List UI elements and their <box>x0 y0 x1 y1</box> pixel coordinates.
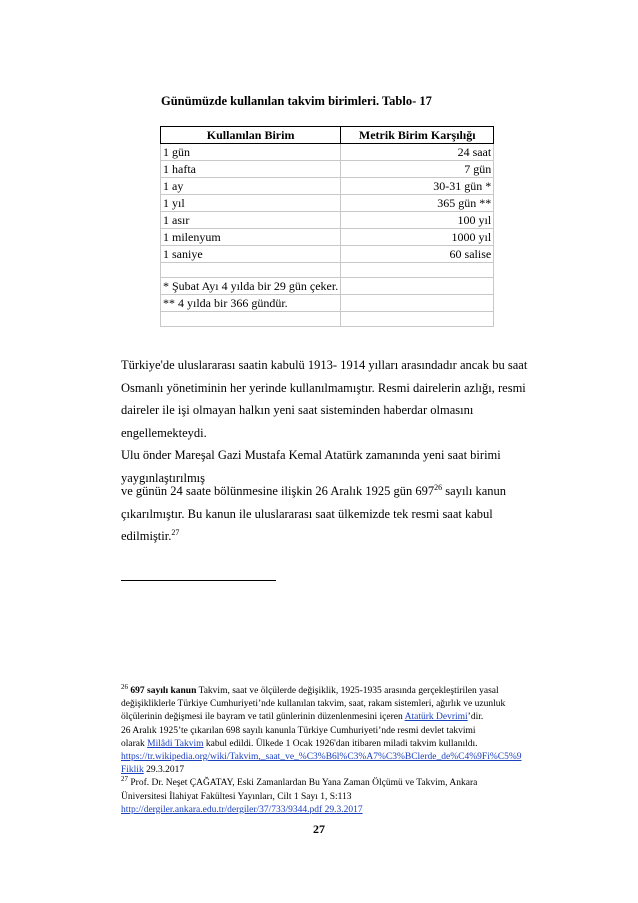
footnote-26-title: 697 sayılı kanun <box>128 686 197 696</box>
footnote-text: Takvim, saat ve ölçülerde değişiklik, 1925-1935 arasında gerçekleştirilen yasal <box>196 686 499 696</box>
footnotes <box>121 682 581 817</box>
paragraph-line: Osmanlı yönetiminin her yerinde kullanılmamıştır. Resmi dairelerin azlığı, resmi <box>121 380 526 395</box>
footnote-text: kabul edildi. Ülkede 1 Ocak 1926'dan itibaren miladi takvim kullanıldı. <box>203 738 478 749</box>
footnote-26-line <box>121 682 581 698</box>
table-row <box>161 229 494 246</box>
table-row <box>161 178 494 195</box>
empty-cell <box>341 263 494 278</box>
paragraph-line: Ulu önder Mareşal Gazi Mustafa Kemal Atatürk zamanında yeni saat birimi <box>121 448 501 462</box>
body-paragraph-1 <box>121 354 541 489</box>
metric-cell: 7 gün <box>341 161 494 178</box>
footnote-ref-27[interactable]: 27 <box>171 527 180 537</box>
footnote-line: Üniversitesi İlahiyat Fakültesi Yayınları, Cilt 1 Sayı 1, S:113 <box>121 791 352 802</box>
metric-cell: 1000 yıl <box>341 229 494 246</box>
footnote-separator <box>121 580 276 581</box>
table-caption: Günümüzde kullanılan takvim birimleri. Tablo- 17 <box>161 94 432 108</box>
header-unit: Kullanılan Birim <box>161 127 341 144</box>
footnote-text: ölçülerinin değişmesi ile bayram ve tatil günlerinin düzenlenmesini içeren <box>121 712 405 723</box>
footnote-text: ’dir. <box>467 712 484 723</box>
paragraph-line: yaygınlaştırılmış <box>121 470 206 485</box>
footnote-line: değişikliklerle Türkiye Cumhuriyeti’nde kullanılan takvim, saat, rakam sistemleri, ağırlık ve uzunluk <box>121 699 506 710</box>
footnote-27-line <box>121 777 581 790</box>
footnote-line <box>121 738 581 751</box>
table-empty-row <box>161 312 494 327</box>
table-empty-row <box>161 263 494 278</box>
empty-cell <box>161 312 341 327</box>
metric-cell: 60 salise <box>341 246 494 263</box>
table-row <box>161 246 494 263</box>
ataturk-devrimi-link[interactable]: Atatürk Devrimi <box>404 712 468 723</box>
empty-cell <box>341 312 494 327</box>
metric-cell: 24 saat <box>341 144 494 161</box>
unit-cell: 1 saniye <box>161 246 341 263</box>
header-metric: Metrik Birim Karşılığı <box>341 127 494 144</box>
p2-line2-text: çıkarılmıştır. Bu kanun ile uluslararası saat ülkemizde tek resmi saat kabul edilmiştir. <box>121 506 493 543</box>
unit-cell: 1 asır <box>161 212 341 229</box>
unit-cell: 1 yıl <box>161 195 341 212</box>
footnote-27-number: 27 <box>121 775 128 784</box>
unit-cell: 1 hafta <box>161 161 341 178</box>
time-units-table <box>160 126 494 327</box>
wikipedia-url-link-end[interactable]: Fiklik <box>121 765 144 776</box>
footnote-line <box>121 764 581 777</box>
table-row <box>161 144 494 161</box>
table-note-row <box>161 295 494 312</box>
page-number: 27 <box>313 822 325 836</box>
footnote-line <box>121 751 581 764</box>
unit-cell: 1 milenyum <box>161 229 341 246</box>
table-note-row <box>161 278 494 295</box>
note-leap-year: ** 4 yılda bir 366 gündür. <box>161 295 341 312</box>
footnote-ref-26[interactable]: 26 <box>434 482 443 492</box>
footnote-line <box>121 804 581 817</box>
footnote-text: olarak <box>121 738 148 749</box>
table-row <box>161 161 494 178</box>
dergiler-url-link[interactable]: http://dergiler.ankara.edu.tr/dergiler/37/733/9344.pdf 29.3.2017 <box>121 804 363 815</box>
paragraph-line <box>121 503 541 548</box>
footnote-26-number: 26 <box>121 682 128 691</box>
empty-cell <box>341 278 494 295</box>
p2-line1-text: ve günün 24 saate bölünmesine ilişkin 26 Aralık 1925 gün 697 <box>121 484 435 498</box>
table-row <box>161 195 494 212</box>
table-row <box>161 212 494 229</box>
empty-cell <box>161 263 341 278</box>
unit-cell: 1 gün <box>161 144 341 161</box>
wikipedia-url-link[interactable]: https://tr.wikipedia.org/wiki/Takvim,_saat_ve_%C3%B6l%C3%A7%C3%BClerde_de%C4%9Fi%C5%9 <box>121 752 522 763</box>
p2-line1-text-end: sayılı kanun <box>442 484 507 498</box>
footnote-access-date: 29.3.2017 <box>143 765 185 776</box>
miladi-takvim-link[interactable]: Milâdi Takvim <box>147 738 204 749</box>
note-feb: * Şubat Ayı 4 yılda bir 29 gün çeker. <box>161 278 341 295</box>
table-header-row <box>161 127 494 144</box>
footnote-line <box>121 711 581 724</box>
metric-cell: 365 gün ** <box>341 195 494 212</box>
metric-cell: 30-31 gün * <box>341 178 494 195</box>
empty-cell <box>341 295 494 312</box>
footnote-line: 26 Aralık 1925’te çıkarılan 698 sayılı kanunla Türkiye Cumhuriyeti’nde resmi devlet takvimi <box>121 725 476 736</box>
paragraph-line <box>121 480 541 503</box>
metric-cell: 100 yıl <box>341 212 494 229</box>
footnote-text: Prof. Dr. Neşet ÇAĞATAY, Eski Zamanlardan Bu Yana Zaman Ölçümü ve Takvim, Ankara <box>128 778 478 789</box>
paragraph-line: Türkiye'de uluslararası saatin kabulü 1913- 1914 yılları arasındadır ancak bu saat <box>121 358 528 372</box>
paragraph-line: daireler ile işi olmayan halkın yeni saat sisteminden haberdar olmasını engellemekteydi. <box>121 403 474 440</box>
body-paragraph-2 <box>121 480 541 548</box>
unit-cell: 1 ay <box>161 178 341 195</box>
